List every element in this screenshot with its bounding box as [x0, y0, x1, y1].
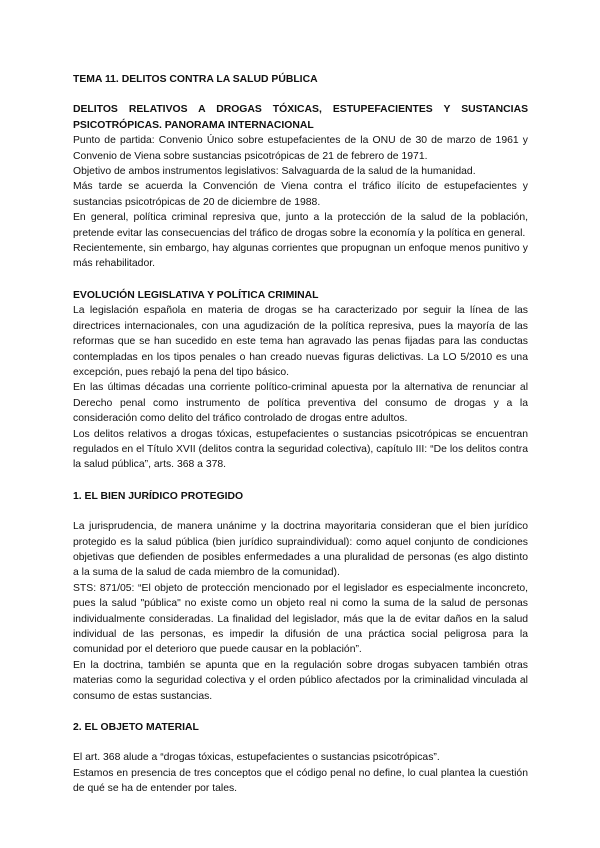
paragraph: La jurisprudencia, de manera unánime y la doctrina mayoritaria consideran que el bien jurídico protegido es la salud pública (bien jurídico supraindividual): como aquel conjunto de condiciones objetivas que defienden de posibles enfermedades a una pluralidad de personas (es algo distinto a la suma de la salud de cada miembro de la comunidad). — [73, 521, 528, 579]
paragraph: Los delitos relativos a drogas tóxicas, estupefacientes o sustancias psicotrópicas se encuentran regulados en el Título XVII (delitos contra la seguridad colectiva), capítulo III: “De los delitos contra la salud pública”, arts. 368 a 378. — [73, 428, 528, 471]
section-heading-bien-juridico: 1. EL BIEN JURÍDICO PROTEGIDO — [73, 490, 244, 502]
paragraph: La legislación española en materia de drogas se ha caracterizado por seguir la línea de las directrices internacionales, con una agudización de la política represiva, pues la mayoría de las reformas que se han sucedido en este tema han agravado las penas fijadas para las conductas contempladas en los tipos penales o han creado nuevas figuras delictivas. La LO 5/2010 es una excepción, pues rebajó la pena del tipo básico. — [73, 305, 528, 378]
paragraph: Estamos en presencia de tres conceptos que el código penal no define, lo cual plantea la cuestión de qué se ha de entender por tales. — [73, 767, 528, 795]
paragraph: Objetivo de ambos instrumentos legislativos: Salvaguarda de la salud de la humanidad. — [73, 166, 476, 178]
paragraph: En general, política criminal represiva que, junto a la protección de la salud de la población, pretende evitar las consecuencias del tráfico de drogas sobre la economía y la política en general. — [73, 212, 528, 239]
paragraph: El art. 368 alude a “drogas tóxicas, estupefacientes o sustancias psicotrópicas”. — [73, 752, 440, 764]
section-heading-panorama: DELITOS RELATIVOS A DROGAS TÓXICAS, ESTUPEFACIENTES Y SUSTANCIAS PSICOTRÓPICAS. PANORAMA INTERNACIONAL — [73, 104, 528, 131]
paragraph: STS: 871/05: “El objeto de protección mencionado por el legislador es especialmente inconcreto, pues la salud "pública" no existe como un objeto real ni como la suma de la salud de personas individualmente consideradas. La finalidad del legislador, más que la de evitar daños en la salud individual de las personas, es impedir la difusión de una práctica social peligrosa para la comunidad por el deterioro que puede causar en la población”. — [73, 582, 528, 656]
paragraph: Más tarde se acuerda la Convención de Viena contra el tráfico ilícito de estupefacientes y sustancias psicotrópicas de 20 de diciembre de 1988. — [73, 181, 528, 208]
paragraph: Punto de partida: Convenio Único sobre estupefacientes de la ONU de 30 de marzo de 1961 y Convenio de Viena sobre sustancias psicotrópicas de 21 de febrero de 1971. — [73, 135, 528, 162]
document-title: TEMA 11. DELITOS CONTRA LA SALUD PÚBLICA — [73, 74, 318, 85]
section-heading-evolucion: EVOLUCIÓN LEGISLATIVA Y POLÍTICA CRIMINAL — [73, 289, 319, 301]
section-heading-objeto-material: 2. EL OBJETO MATERIAL — [73, 722, 199, 734]
paragraph: Recientemente, sin embargo, hay algunas corrientes que propugnan un enfoque menos punitivo y más rehabilitador. — [73, 243, 528, 270]
paragraph: En las últimas décadas una corriente político-criminal apuesta por la alternativa de renunciar al Derecho penal como instrumento de política preventiva del consumo de drogas y a la consideración como delito del tráfico controlado de drogas entre adultos. — [73, 382, 528, 425]
paragraph: En la doctrina, también se apunta que en la regulación sobre drogas subyacen también otras materias como la seguridad colectiva y el orden público afectados por la criminalidad vinculada al consumo de estas sustancias. — [73, 659, 528, 702]
